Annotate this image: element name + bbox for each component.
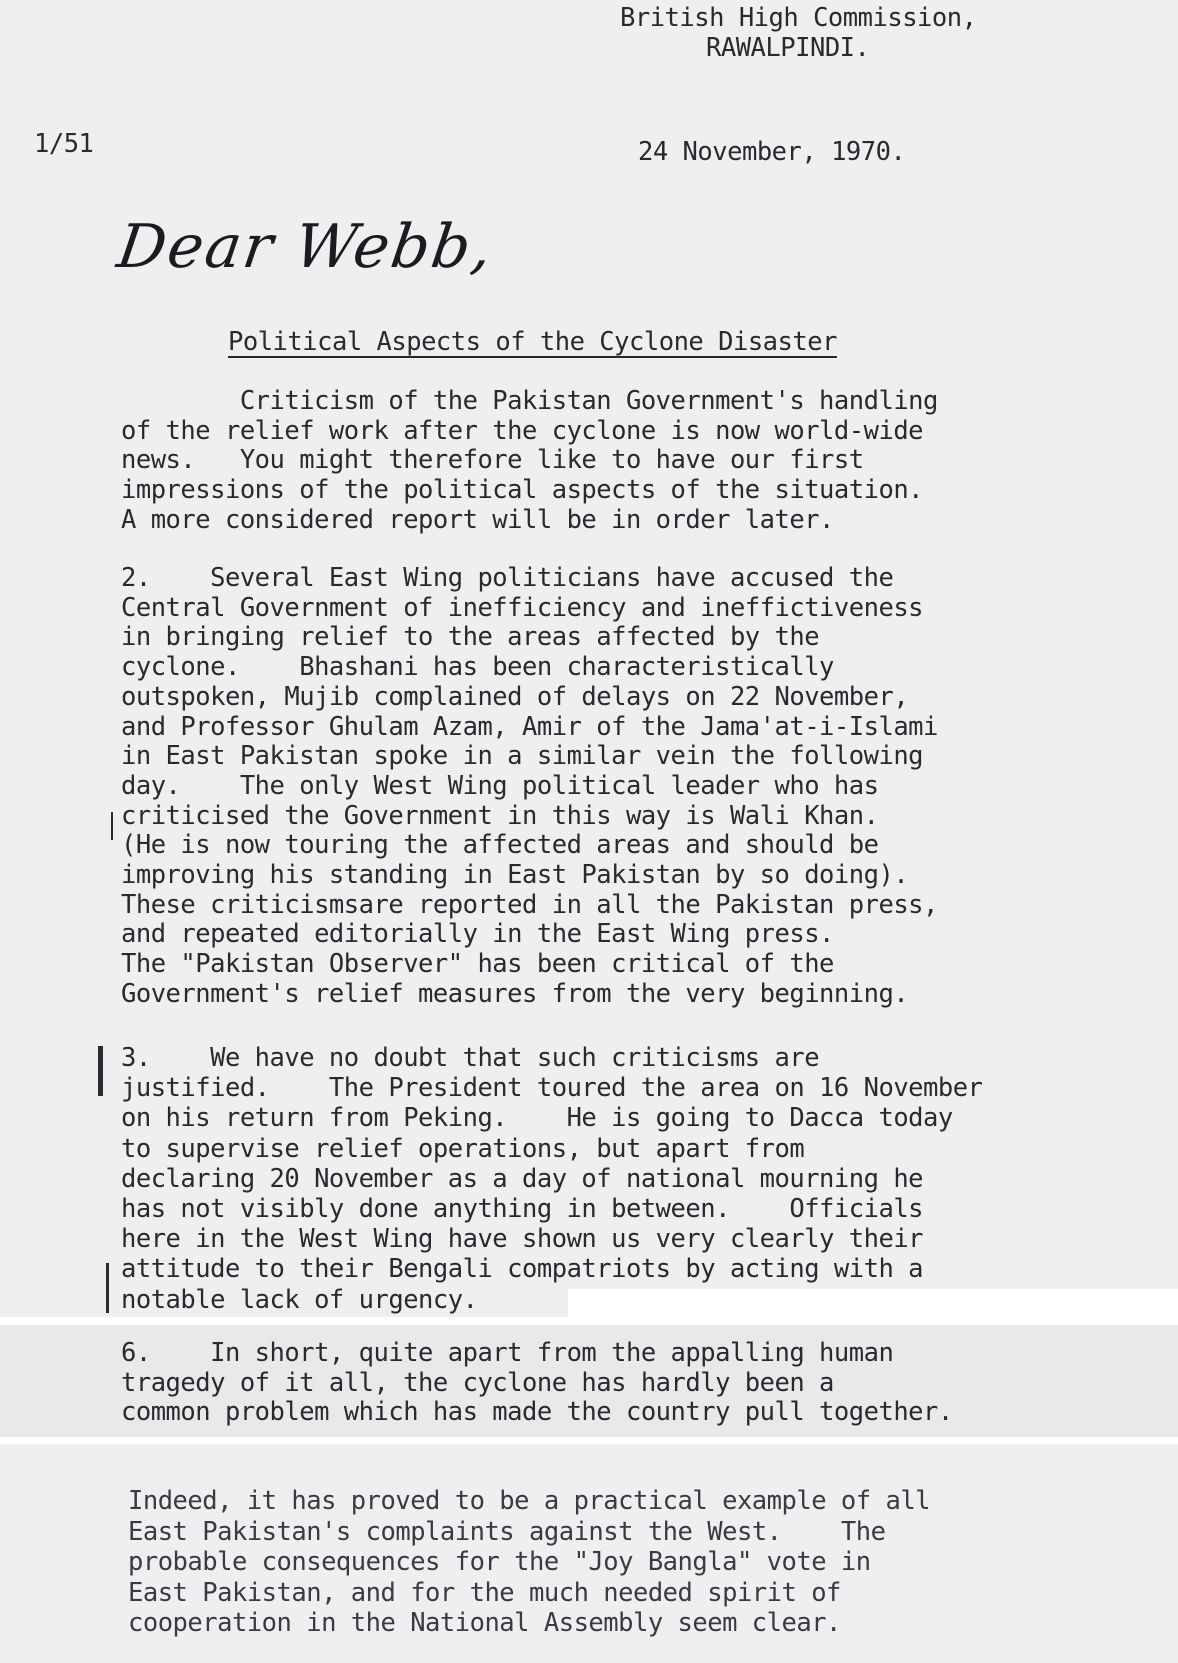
file-reference: 1/51 bbox=[34, 129, 94, 159]
handwritten-salutation: Dear Webb, bbox=[113, 212, 499, 282]
paragraph-2: 2. Several East Wing politicians have accused the Central Government of inefficiency and ineffictiveness in bringing relief to the areas affected by the cyclone. Bhashani has been characteristically outspoken, Mujib complained of delays on 22 November, and Professor Ghulam Azam, Amir of the Jama'at-i-Islami in East Pakistan spoke in a similar vein the following day. The only West Wing political leader who has criticised the Government in this way is Wali Khan. (He is now touring the affected areas and should be improving his standing in East Pakistan by so doing). These criticismsare reported in all the Pakistan press, and repeated editorially in the East Wing press. The "Pakistan Observer" has been critical of the Government's relief measures from the very beginning. bbox=[121, 563, 938, 1009]
paragraph-conclusion: Indeed, it has proved to be a practical example of all East Pakistan's complaints against the West. The probable consequences for the "Joy Bangla" vote in East Pakistan, and for the much needed spirit of cooperation in the National Assembly seem clear. bbox=[128, 1486, 931, 1638]
paragraph-1: Criticism of the Pakistan Government's handling of the relief work after the cyclone is now world-wide news. You might therefore like to have our first impressions of the political aspects of the situation. A more considered report will be in order later. bbox=[121, 386, 938, 535]
margin-mark bbox=[106, 1263, 109, 1313]
margin-mark bbox=[111, 812, 113, 840]
letter-title: Political Aspects of the Cyclone Disaster bbox=[228, 327, 837, 357]
paragraph-6: 6. In short, quite apart from the appalling human tragedy of it all, the cyclone has hardly been a common problem which has made the country pull together. bbox=[121, 1338, 953, 1428]
paste-gap bbox=[0, 1437, 1178, 1444]
letter-date: 24 November, 1970. bbox=[638, 137, 906, 167]
margin-mark bbox=[98, 1046, 103, 1096]
sender-address-line2: RAWALPINDI. bbox=[706, 33, 870, 63]
paste-gap bbox=[0, 1317, 1178, 1325]
paragraph-3: 3. We have no doubt that such criticisms are justified. The President toured the area on 16 November on his return from Peking. He is going to Dacca today to supervise relief operations, but apart from declaring 20 November as a day of national mourning he has not visibly done anything in between. Officials here in the West Wing have shown us very clearly their attitude to their Bengali compatriots by acting with a notable lack of urgency. bbox=[121, 1043, 983, 1315]
sender-address-line1: British High Commission, bbox=[620, 3, 977, 33]
